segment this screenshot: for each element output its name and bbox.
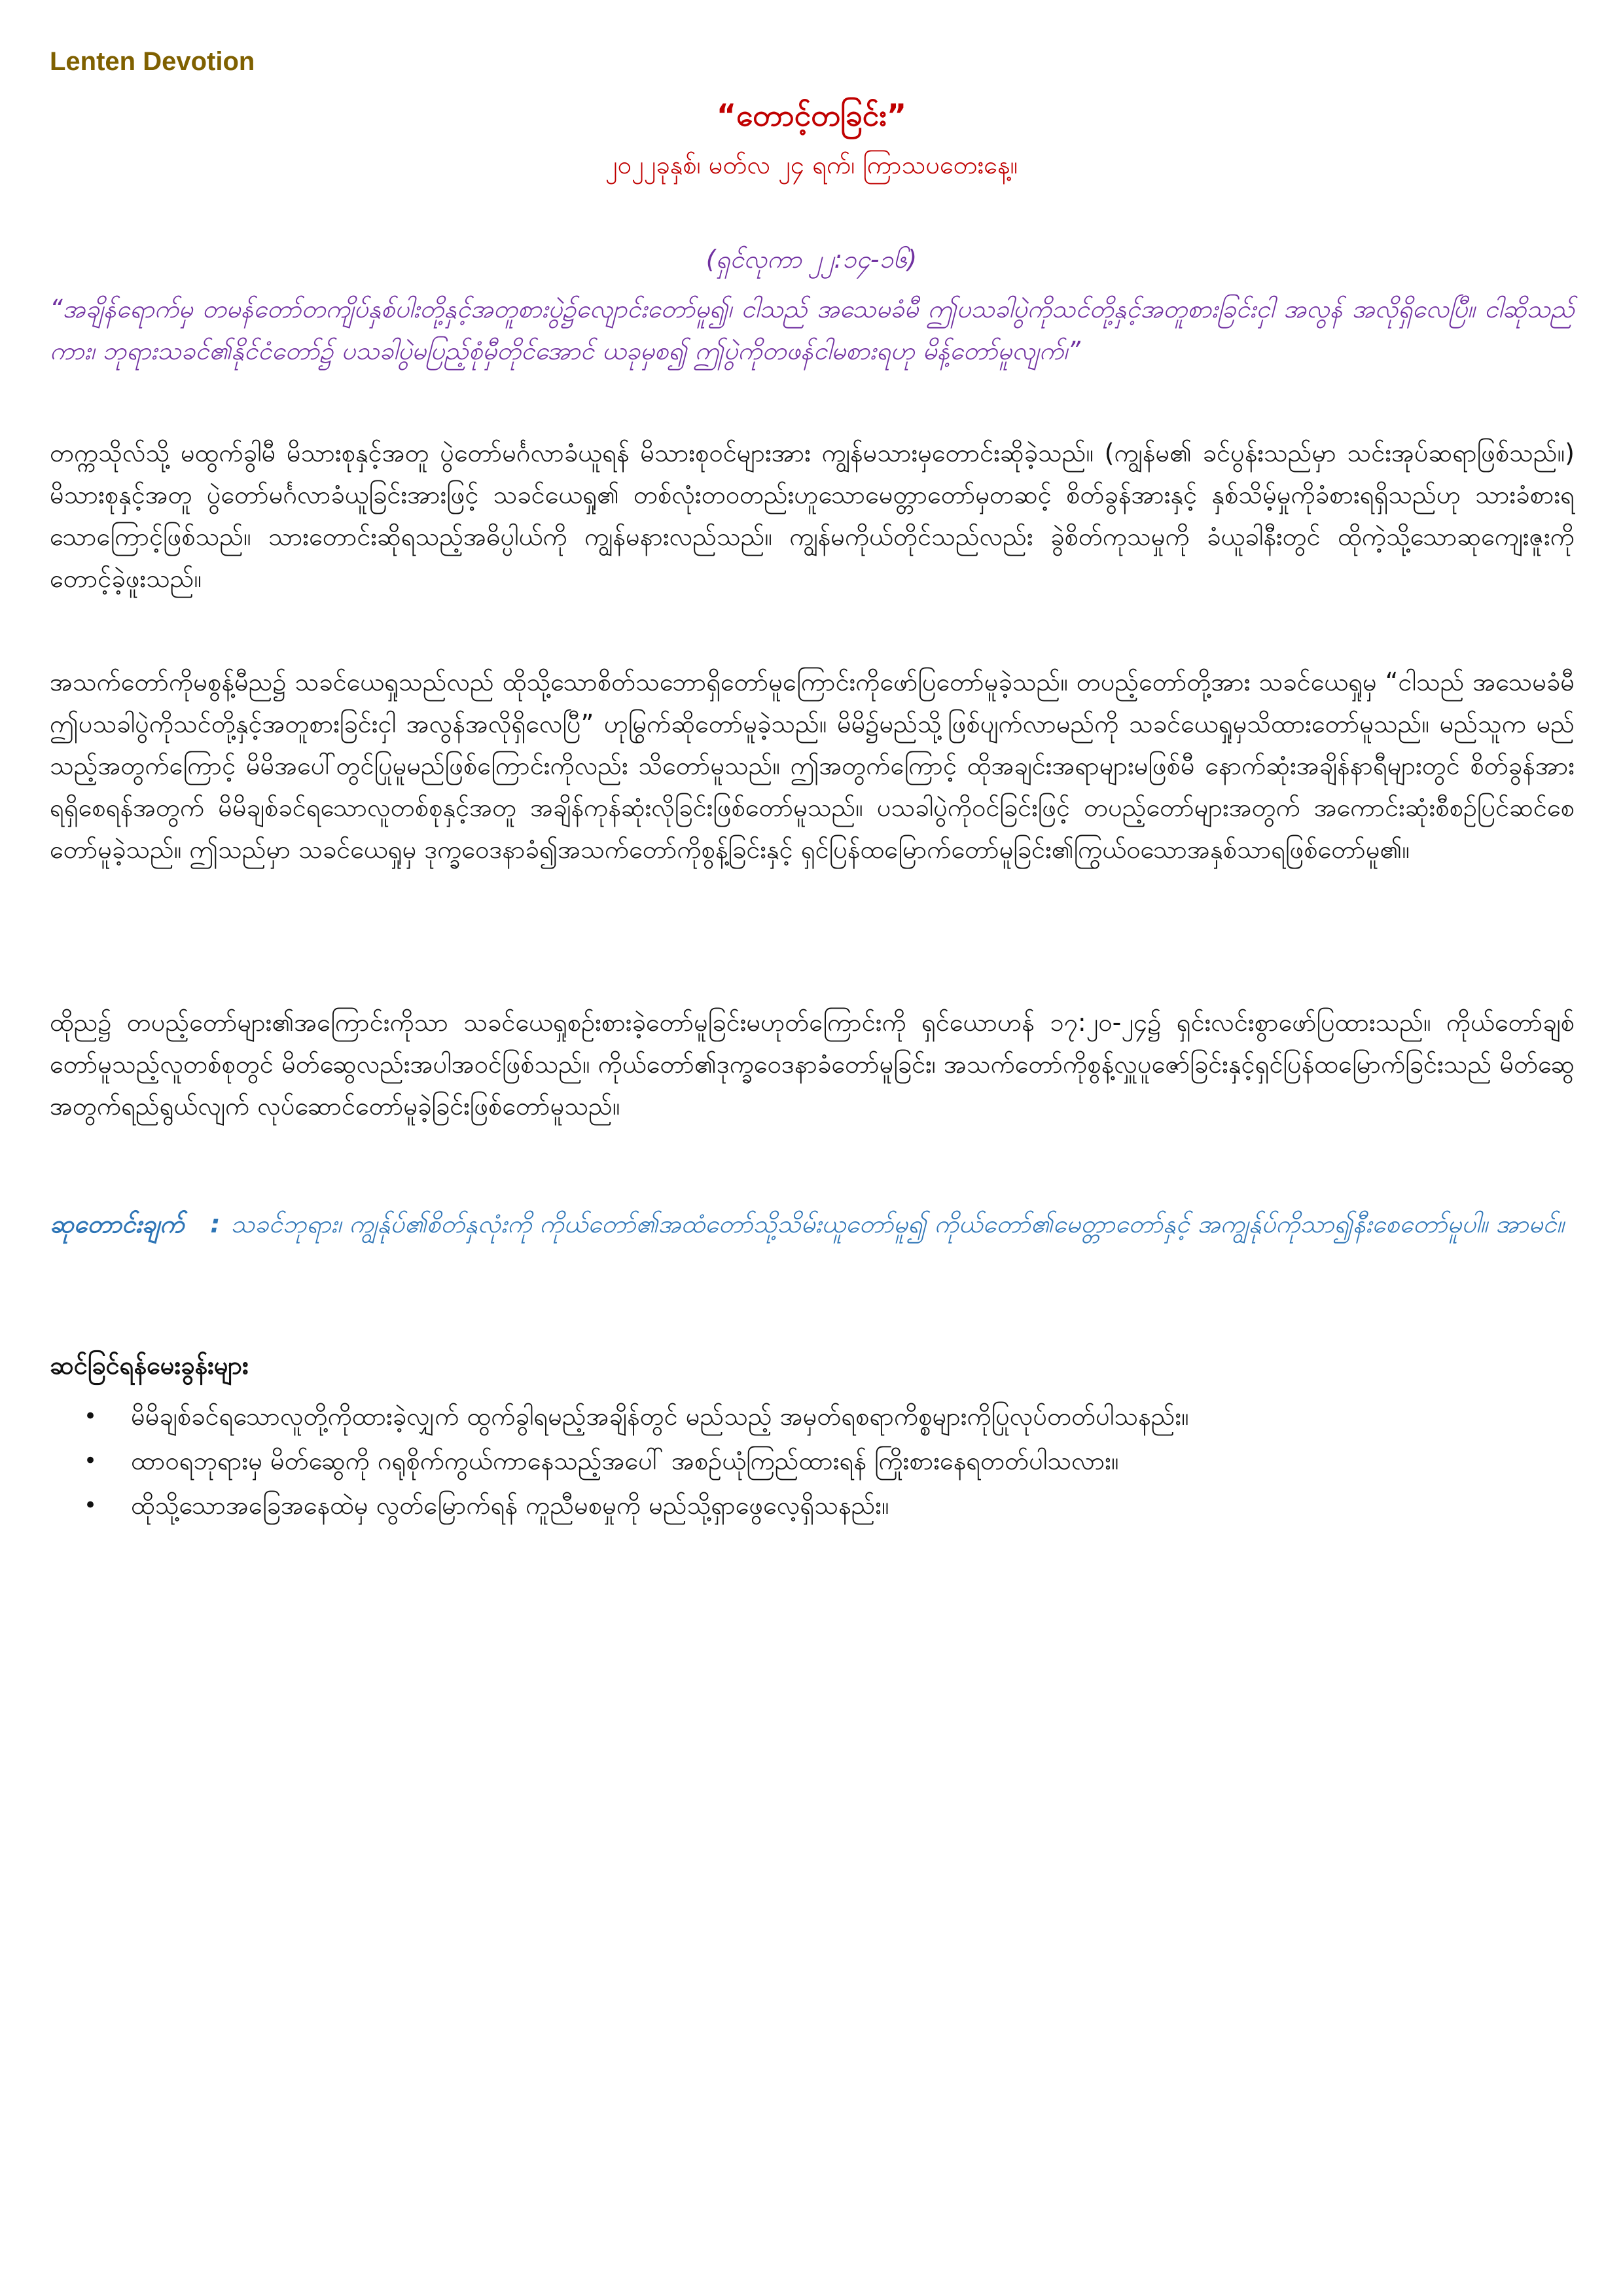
question-text: ထိုသို့သောအခြေအနေထဲမှ လွတ်မြောက်ရန် ကူညီမစမှုကို မည်သို့ရှာဖွေလေ့ရှိသနည်း။	[131, 1491, 889, 1520]
body-paragraph-2: အသက်တော်ကိုမစွန့်မီည၌ သခင်ယေရှုသည်လည် ထိုသို့သောစိတ်သဘောရှိတော်မူကြောင်းကိုဖော်ပြတော်မူခဲ့သည်။ တပည့်တော်တို့အား သခင်ယေရှုမှ “ငါသည် အသေမခံမီ ဤပသခါပွဲကိုသင်တို့နှင့်အတူစားခြင်းငှါ အလွန်အလိုရှိလေပြီ” ဟုမြွက်ဆိုတော်မူခဲ့သည်။ မိမိ၌မည်သို့ဖြစ်ပျက်လာမည်ကို သခင်ယေရှုမှသိထားတော်မူသည်။ မည်သူက မည်သည့်အတွက်ကြောင့် မိမိအပေါ်တွင်ပြုမူမည်ဖြစ်ကြောင်းကိုလည်း သိတော်မူသည်။ ဤအတွက်ကြောင့် ထိုအချင်းအရာများမဖြစ်မီ နောက်ဆုံးအချိန်နာရီများတွင် စိတ်ခွန်အားရရှိစေရန်အတွက် မိမိချစ်ခင်ရသောလူတစ်စုနှင့်အတူ အချိန်ကုန်ဆုံးလိုခြင်းဖြစ်တော်မူသည်။ ပသခါပွဲကိုဝင်ခြင်းဖြင့် တပည့်တော်များအတွက် အကောင်းဆုံးစီစဉ်ပြင်ဆင်စေတော်မူခဲ့သည်။ ဤသည်မှာ သခင်ယေရှုမှ ဒုက္ခဝေဒနာခံ၍အသက်တော်ကိုစွန့်ခြင်းနှင့် ရှင်ပြန်ထမြောက်တော်မူခြင်း၏ကြွယ်ဝသောအနှစ်သာရဖြစ်တော်မူ၏။	[50, 668, 1575, 864]
header-label: Lenten Devotion	[50, 47, 255, 76]
scripture-reference: (ရှင်လုကာ ၂၂:၁၄-၁၆)	[705, 245, 918, 274]
prayer-colon: :	[210, 1210, 221, 1238]
devotion-date: ၂၀၂၂ခုနှစ်၊ မတ်လ ၂၄ ရက်၊ ကြာသပတေးနေ့။	[605, 151, 1018, 179]
prayer-label: ဆုတောင်းချက်	[50, 1210, 185, 1238]
prayer-text: သခင်ဘုရား၊ ကျွန်ုပ်၏စိတ်နှလုံးကို ကိုယ်တော်၏အထံတော်သို့သိမ်းယူတော်မူ၍ ကိုယ်တော်၏မေတ္တာတော်နှင့် အကျွန်ုပ်ကိုသာ၍နီးစေတော်မူပါ။ အာမင်။	[230, 1210, 1565, 1238]
questions-heading: ဆင်ခြင်ရန်မေးခွန်းများ	[50, 1351, 249, 1380]
bullet-icon: •	[84, 1403, 98, 1429]
question-text: မိမိချစ်ခင်ရသောလူတို့ကိုထားခဲ့လျှက် ထွက်ခွါရမည့်အချိန်တွင် မည်သည့် အမှတ်ရစရာကိစ္စများကိုပြုလုပ်တတ်ပါသနည်း။	[131, 1402, 1189, 1431]
questions-list	[50, 1394, 1575, 1528]
devotion-title: “တောင့်တခြင်း”	[716, 98, 907, 133]
bullet-icon: •	[84, 1492, 98, 1518]
scripture-verse: “အချိန်ရောက်မှ တမန်တော်တကျိပ်နှစ်ပါးတို့နှင့်အတူစားပွဲ၌လျောင်းတော်မူ၍၊ ငါသည် အသေမခံမီ ဤပသခါပွဲကိုသင်တို့နှင့်အတူစားခြင်းငှါ အလွန် အလိုရှိလေပြီ။ ငါဆိုသည်ကား၊ ဘုရားသခင်၏နိုင်ငံတော်၌ ပသခါပွဲမပြည့်စုံမှီတိုင်အောင် ယခုမှစ၍ ဤပွဲကိုတဖန်ငါမစားရဟု မိန့်တော်မူလျက်၊”	[50, 295, 1575, 365]
bullet-icon: •	[84, 1448, 98, 1474]
list-item	[50, 1394, 1575, 1439]
list-item	[50, 1483, 1575, 1528]
body-paragraph-1: တက္ကသိုလ်သို့ မထွက်ခွါမီ မိသားစုနှင့်အတူ ပွဲတော်မင်္ဂလာခံယူရန် မိသားစုဝင်များအား ကျွန်မသားမှတောင်းဆိုခဲ့သည်။ (ကျွန်မ၏ ခင်ပွန်းသည်မှာ သင်းအုပ်ဆရာဖြစ်သည်။) မိသားစုနှင့်အတူ ပွဲတော်မင်္ဂလာခံယူခြင်းအားဖြင့် သခင်ယေရှု၏ တစ်လုံးတဝတည်းဟူသောမေတ္တာတော်မှတဆင့် စိတ်ခွန်အားနှင့် နှစ်သိမ့်မှုကိုခံစားရရှိသည်ဟု သားခံစားရသောကြောင့်ဖြစ်သည်။ သားတောင်းဆိုရသည့်အဓိပ္ပါယ်ကို ကျွန်မနားလည်သည်။ ကျွန်မကိုယ်တိုင်သည်လည်း ခွဲစိတ်ကုသမှုကို ခံယူခါနီးတွင် ထိုကဲ့သို့သောဆုကျေးဇူးကို တောင့်ခဲ့ဖူးသည်။	[50, 439, 1575, 593]
prayer-block	[50, 1203, 1575, 1245]
body-paragraph-3: ထိုည၌ တပည့်တော်များ၏အကြောင်းကိုသာ သခင်ယေရှုစဉ်းစားခဲ့တော်မူခြင်းမဟုတ်ကြောင်းကို ရှင်ယောဟန် ၁၇:၂၀-၂၄၌ ရှင်းလင်းစွာဖော်ပြထားသည်။ ကိုယ်တော်ချစ်တော်မူသည့်လူတစ်စုတွင် မိတ်ဆွေလည်းအပါအဝင်ဖြစ်သည်။ ကိုယ်တော်၏ဒုက္ခဝေဒနာခံတော်မူခြင်း၊ အသက်တော်ကိုစွန့်လှူပူဇော်ခြင်းနှင့်ရှင်ပြန်ထမြောက်ခြင်းသည် မိတ်ဆွေအတွက်ရည်ရွယ်လျက် လုပ်ဆောင်တော်မူခဲ့ခြင်းဖြစ်တော်မူသည်။	[50, 1008, 1575, 1121]
question-text: ထာဝရဘုရားမှ မိတ်ဆွေကို ဂရုစိုက်ကွယ်ကာနေသည့်အပေါ် အစဉ်ယုံကြည်ထားရန် ကြိုးစားနေရတတ်ပါသလား။	[131, 1446, 1119, 1475]
list-item	[50, 1439, 1575, 1483]
